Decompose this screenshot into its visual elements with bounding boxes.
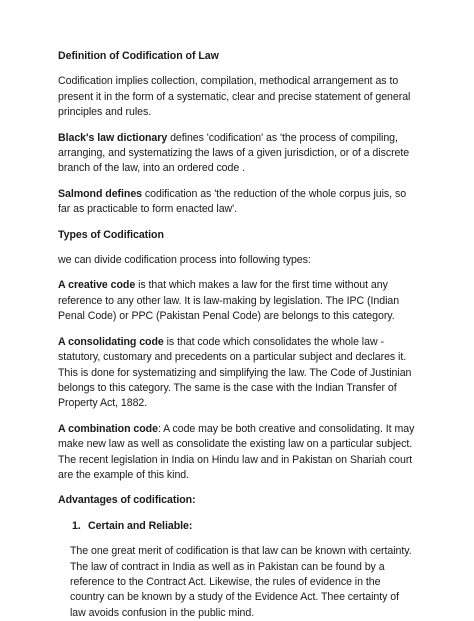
combination-code-paragraph (58, 422, 416, 484)
creative-text: is that which makes a law for the first time without any reference to any other law. It is law-making by legislation. The IPC (Indian Penal Code) or PPC (Pakistan Penal Code) are belongs to this category. (58, 279, 400, 323)
salmond-text: codification as 'the reduction of the whole corpus juis, so far as practicable to form enacted law'. (58, 187, 407, 216)
blacks-text: defines 'codification' as 'the process of compiling, arranging, and systematizing the laws of a given jurisdiction, or of a discrete branch of the law, into an ordered code . (58, 131, 410, 175)
intro-paragraph: Codification implies collection, compilation, methodical arrangement as to present it in the form of a systematic, clear and precise statement of general principles and rules. (58, 75, 411, 119)
blacks-definition-paragraph (58, 131, 416, 177)
advantage-item-text: The one great merit of codification is that law can be known with certainty. The law of contract in India as well as in Pakistan can be found by a reference to the Contract Act. Likewise, the rules of evidence in the country can be known by a study of the Evidence Act. Thee certainty of law avoids confusion in the public mind. (70, 545, 412, 619)
creative-term: A creative code (58, 279, 136, 292)
creative-code-paragraph (58, 278, 416, 324)
consolidating-text: is that code which consolidates the whole law - statutory, customary and precedents on a particular subject and declares it. This is done for systematizing and simplifying the law. The Code of Justinian belongs to this category. The same is the case with the Indian Transfer of Property Act, 1882. (58, 335, 412, 410)
types-heading: Types of Codification (58, 228, 164, 241)
consolidating-code-paragraph (58, 335, 416, 412)
advantage-item-number: 1. (72, 519, 81, 532)
combination-term: A combination code (58, 422, 158, 435)
advantage-item-heading: Certain and Reliable: (88, 519, 193, 532)
consolidating-term: A consolidating code (58, 335, 164, 348)
blacks-term: Black's law dictionary (58, 131, 168, 144)
combination-text: : A code may be both creative and consolidating. It may make new law as well as consolidate the existing law on a particular subject. The recent legislation in India on Hindu law and in Pakistan on Shariah court are the example of this kind. (58, 422, 415, 481)
advantages-heading: Advantages of codification: (58, 494, 196, 507)
document-title: Definition of Codification of Law (58, 50, 219, 62)
salmond-definition-paragraph (58, 187, 416, 218)
advantage-item-title (58, 519, 416, 534)
types-intro-paragraph: we can divide codification process into following types: (58, 254, 311, 267)
salmond-term: Salmond defines (58, 187, 143, 200)
